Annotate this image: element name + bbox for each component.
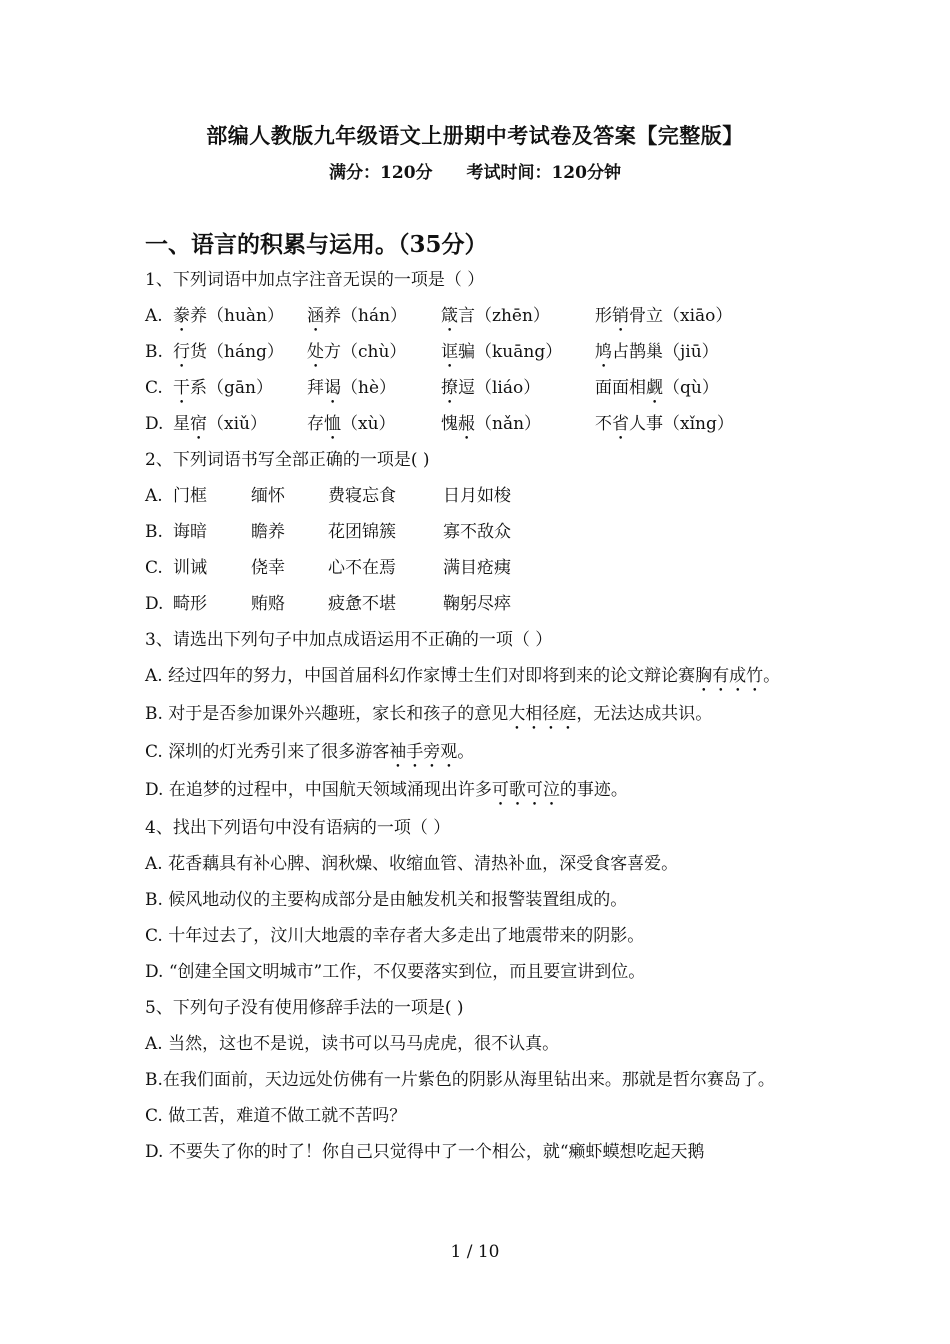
dotted-character: 省 — [612, 414, 629, 434]
dotted-character: 处 — [307, 342, 324, 362]
word-item: 鞠躬尽瘁 — [443, 594, 511, 614]
word-item: 不省人事（xǐng） — [595, 406, 734, 444]
question-5-stem: 5、下列句子没有使用修辞手法的一项是( ) — [145, 998, 464, 1018]
word-item: 训诫 — [173, 558, 207, 578]
option-label: A. — [145, 486, 163, 506]
word-item: 心不在焉 — [328, 558, 396, 578]
question-3-option-b: B. 对于是否参加课外兴趣班，家长和孩子的意见大相径庭，无法达成共识。 — [145, 704, 713, 724]
option-label: C. — [145, 558, 163, 578]
question-2-option-row — [145, 478, 815, 514]
question-3-option-c: C. 深圳的灯光秀引来了很多游客袖手旁观。 — [145, 742, 475, 762]
dotted-character: 销 — [612, 306, 629, 326]
word-item: 侥幸 — [251, 558, 285, 578]
word-item: 瞻养 — [251, 522, 285, 542]
question-2-option-row — [145, 514, 815, 550]
word-item: 寡不敌众 — [443, 522, 511, 542]
word-item: 费寝忘食 — [328, 486, 396, 506]
word-item: 箴言（zhēn） — [441, 298, 595, 336]
page-title: 部编人教版九年级语文上册期中考试卷及答案【完整版】 — [206, 123, 744, 148]
dotted-character: 箴 — [441, 306, 458, 326]
dotted-character: 诓 — [441, 342, 458, 362]
word-item: 满目疮痍 — [443, 558, 511, 578]
emphasized-idiom: 可歌可泣 — [491, 780, 560, 800]
emphasized-idiom: 大相径庭 — [508, 704, 577, 724]
dotted-character: 豢 — [173, 306, 190, 326]
word-item: 干系（gān） — [173, 370, 307, 408]
question-5-option-c: C. 做工苦，难道不做工就不苦吗？ — [145, 1106, 407, 1126]
word-item: 涵养（hán） — [307, 298, 441, 336]
question-1-option-row — [145, 370, 815, 406]
emphasized-idiom: 胸有成竹 — [695, 666, 764, 686]
page-number: 1 / 10 — [450, 1242, 500, 1262]
question-4-option-a: A. 花香藕具有补心脾、润秋燥、收缩血管、清热补血，深受食客喜爱。 — [145, 854, 679, 874]
question-3-option-a: A. 经过四年的努力，中国首届科幻作家博士生们对即将到来的论文辩论赛胸有成竹。 — [145, 666, 781, 686]
dotted-character: 谒 — [324, 378, 341, 398]
question-1-option-row — [145, 406, 815, 442]
word-item: 贿赂 — [251, 594, 285, 614]
questions — [145, 262, 815, 1170]
word-item: 花团锦簇 — [328, 522, 396, 542]
word-item: 诲暗 — [173, 522, 207, 542]
option-label: D. — [145, 594, 164, 614]
question-4-option-d: D. “创建全国文明城市”工作，不仅要落实到位，而且要宣讲到位。 — [145, 962, 646, 982]
question-4-option-b: B. 候风地动仪的主要构成部分是由触发机关和报警装置组成的。 — [145, 890, 628, 910]
dotted-character: 鸠 — [595, 342, 612, 362]
word-item: 鸠占鹊巢（jiū） — [595, 334, 719, 372]
option-label: B. — [145, 522, 163, 542]
question-4-option-c: C. 十年过去了，汶川大地震的幸存者大多走出了地震带来的阴影。 — [145, 926, 645, 946]
word-item: 撩逗（liáo） — [441, 370, 595, 408]
section-heading: 一、语言的积累与运用。（35分） — [145, 231, 488, 258]
word-item: 畸形 — [173, 594, 207, 614]
word-item: 日月如梭 — [443, 486, 511, 506]
dotted-character: 觑 — [646, 378, 663, 398]
exam-time: 考试时间：120分钟 — [466, 163, 621, 183]
word-item: 门框 — [173, 486, 207, 506]
option-label: C. — [145, 378, 163, 398]
option-label: A. — [145, 306, 163, 326]
option-label: D. — [145, 414, 164, 434]
dotted-character: 撩 — [441, 378, 458, 398]
word-item: 拜谒（hè） — [307, 370, 441, 408]
question-1-option-row — [145, 334, 815, 370]
question-1-options — [145, 298, 815, 442]
word-item: 愧赧（nǎn） — [441, 406, 595, 444]
question-3-stem: 3、请选出下列句子中加点成语运用不正确的一项（ ） — [145, 630, 553, 650]
question-3-option-d: D. 在追梦的过程中，中国航天领域涌现出许多可歌可泣的事迹。 — [145, 780, 628, 800]
question-5-option-b: B.在我们面前，天边远处仿佛有一片紫色的阴影从海里钻出来。那就是哲尔赛岛了。 — [145, 1070, 775, 1090]
dotted-character: 干 — [173, 378, 190, 398]
dotted-character: 宿 — [190, 414, 207, 434]
exam-info — [0, 158, 950, 183]
question-2-option-row — [145, 586, 815, 622]
word-item: 星宿（xiǔ） — [173, 406, 307, 444]
word-item: 缅怀 — [251, 486, 285, 506]
dotted-character: 涵 — [307, 306, 324, 326]
question-1-stem: 1、下列词语中加点字注音无误的一项是（ ） — [145, 270, 485, 290]
word-item: 疲惫不堪 — [328, 594, 396, 614]
word-item: 面面相觑（qù） — [595, 370, 719, 408]
word-item: 存恤（xù） — [307, 406, 441, 444]
word-item: 处方（chù） — [307, 334, 441, 372]
word-item: 豢养（huàn） — [173, 298, 307, 336]
dotted-character: 行 — [173, 342, 190, 362]
question-2-option-row — [145, 550, 815, 586]
word-item: 行货（háng） — [173, 334, 307, 372]
question-1-option-row — [145, 298, 815, 334]
question-2-stem: 2、下列词语书写全部正确的一项是( ) — [145, 450, 430, 470]
question-2-options — [145, 478, 815, 622]
question-4-stem: 4、找出下列语句中没有语病的一项（ ） — [145, 818, 451, 838]
option-label: B. — [145, 342, 163, 362]
word-item: 诓骗（kuāng） — [441, 334, 595, 372]
word-item: 形销骨立（xiāo） — [595, 298, 732, 336]
dotted-character: 恤 — [324, 414, 341, 434]
full-score: 满分：120分 — [329, 163, 433, 183]
emphasized-idiom: 袖手旁观 — [389, 742, 458, 762]
question-5-option-a: A. 当然，这也不是说，读书可以马马虎虎，很不认真。 — [145, 1034, 560, 1054]
question-5-option-d: D. 不要失了你的时了！你自己只觉得中了一个相公，就“癞虾蟆想吃起天鹅 — [145, 1142, 705, 1162]
dotted-character: 赧 — [458, 414, 475, 434]
